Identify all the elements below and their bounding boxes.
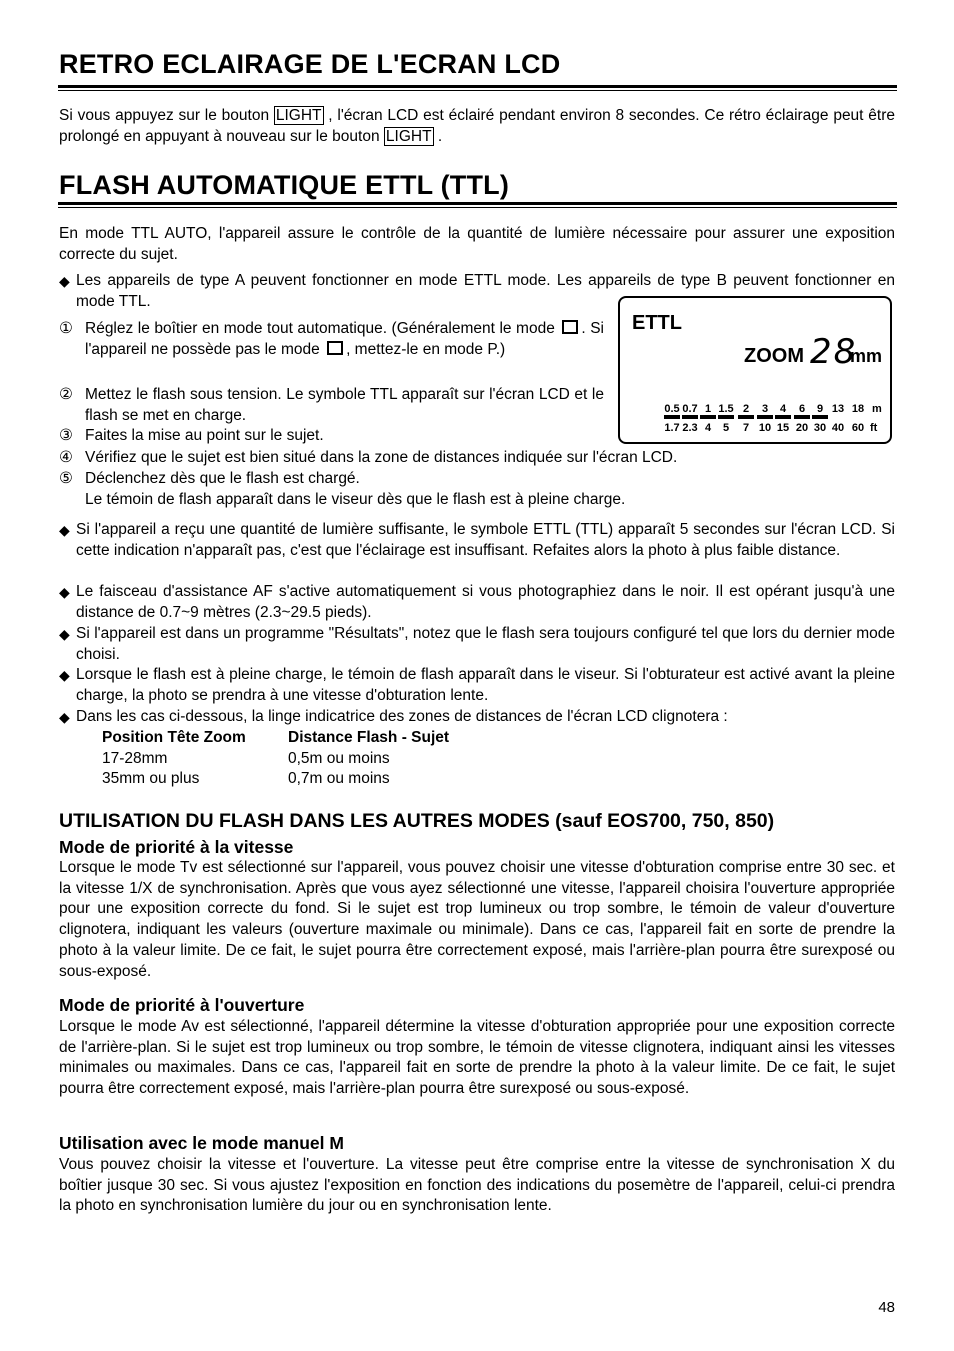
lcd-meters-unit: m xyxy=(872,403,882,415)
lcd-distance-bars xyxy=(664,415,828,419)
lcd-zoom-value: 28 xyxy=(810,332,858,372)
shutter-priority-text: Lorsque le mode Tv est sélectionné sur l'appareil, vous pouvez choisir une vitesse d'obturation comprise entre 30 sec. et la vitesse 1/X de synchronisation. Après que vous ayez sélectionné une vitesse, l'appareil choisira l'ouverture appropriée pour une exposition correcte du fond. Si le sujet est trop lumineux ou trop sombre, le témoin de valeur d'ouverture clignotera, indiquant les valeurs (ouverture maximale ou minimale). Dans ce cas, l'appareil fait en sorte de prendre la photo à la valeur limite. De ce fait, le sujet pourra être correctement exposé, mais l'arrière-plan pourra être surexposé ou sous-exposé. xyxy=(59,859,895,980)
lcd-feet-tick-label: 30 xyxy=(813,422,827,434)
step-3: ③ Faites la mise au point sur le sujet. xyxy=(59,427,324,444)
ettl-intro: En mode TTL AUTO, l'appareil assure le contrôle de la quantité de lumière nécessaire pour assurer une exposition correcte du sujet. xyxy=(59,225,895,263)
section-title-lcd-backlight: RETRO ECLAIRAGE DE L'ECRAN LCD xyxy=(59,49,561,79)
lcd-meter-tick-label: 0.5 xyxy=(664,403,680,415)
bullet-ettl-indication: ◆ Si l'appareil a reçu une quantité de lumière suffisante, le symbole ETTL (TTL) apparaît 5 secondes sur l'écran LCD. Si cette indication n'apparaît pas, c'est que l'éclairage est insuffisant. Refaites alors la photo à plus faible distance. xyxy=(59,521,895,559)
lcd-distance-bar-segment xyxy=(812,415,828,419)
lcd-feet-tick-label: 15 xyxy=(776,422,790,434)
lcd-feet-tick-label: 5 xyxy=(722,422,730,434)
lcd-feet-tick-label: 7 xyxy=(742,422,750,434)
subtitle-shutter-priority: Mode de priorité à la vitesse xyxy=(59,837,294,857)
lcd-meter-tick-label: 9 xyxy=(816,403,824,415)
light-button-label-2: LIGHT xyxy=(385,127,432,145)
step-4: ④ Vérifiez que le sujet est bien situé dans la zone de distances indiquée sur l'écran LCD. xyxy=(59,449,678,466)
lcd-feet-tick-label: 4 xyxy=(704,422,712,434)
manual-mode-text: Vous pouvez choisir la vitesse et l'ouverture. La vitesse peut être comprise entre la vitesse de synchronisation X du boîtier jusque 30 sec. Si vous ajustez l'exposition en fonction des indications du posemètre de l'appareil, celui-ci prendra la photo en synchronisation lumière du jour ou en synchronisation lente. xyxy=(59,1156,895,1215)
aperture-priority-text: Lorsque le mode Av est sélectionné, l'appareil détermine la vitesse d'obturation appropriée pour une exposition correcte de l'arrière-plan. Si le sujet est trop lumineux ou trop sombre, le témoin de vitesse clignotera, indiquant ainsi les vitesses minimales ou maximales. Dans ce cas, l'appareil fait en sorte de prendre la photo à la valeur limite. De ce fait, le sujet pourra être correctement exposé, mais l'arrière-plan pourra être surexposé ou sous-exposé. xyxy=(59,1018,895,1098)
bullet-full-charge: ◆ Lorsque le flash est à pleine charge, le témoin de flash apparaît dans le viseur. Si l'obturateur est activé avant la pleine charge, la photo se prendra à une vitesse d'obturation lente. xyxy=(59,666,895,704)
lcd-meters-scale xyxy=(664,403,864,415)
lcd-distance-bar-segment xyxy=(775,415,791,419)
lcd-meter-tick-label: 1 xyxy=(704,403,712,415)
lcd-distance-bar-segment xyxy=(682,415,698,419)
lcd-feet-tick-label: 40 xyxy=(831,422,845,434)
lcd-meter-tick-label: 4 xyxy=(779,403,787,415)
table-row: 35mm ou plus 0,7m ou moins xyxy=(102,770,390,788)
lcd-zoom-unit: mm xyxy=(850,346,883,366)
step-5: ⑤ Déclenchez dès que le flash est chargé. Le témoin de flash apparaît dans le viseur dès que le flash est à pleine charge. xyxy=(59,470,626,508)
step-1: ① Réglez le boîtier en mode tout automatique. (Généralement le mode . Si l'appareil ne possède pas le mode , mettez-le en mode P.) xyxy=(59,320,604,358)
lcd-distance-bar-segment xyxy=(794,415,810,419)
auto-mode-square-icon xyxy=(562,320,578,334)
subtitle-aperture-priority: Mode de priorité à l'ouverture xyxy=(59,995,305,1015)
lcd-meter-tick-label: 18 xyxy=(851,403,865,415)
lcd-feet-unit: ft xyxy=(870,422,878,434)
lcd-feet-tick-label: 2.3 xyxy=(682,422,698,434)
light-button-label: LIGHT xyxy=(275,107,322,124)
bullet-af-assist: ◆ Le faisceau d'assistance AF s'active automatiquement si vous photographiez dans le noir. Il est opérant jusqu'à une distance de 0.7~9 mètres (2.3~29.5 pieds). xyxy=(59,583,895,621)
lcd-meter-tick-label: 6 xyxy=(798,403,806,415)
lcd-illustration xyxy=(618,296,892,444)
lcd-meter-tick-label: 0.7 xyxy=(682,403,698,415)
lcd-mode-text: ETTL xyxy=(632,312,682,334)
lcd-meter-tick-label: 2 xyxy=(742,403,750,415)
title-rule xyxy=(58,85,897,91)
step-2: ② Mettez le flash sous tension. Le symbole TTL apparaît sur l'écran LCD et le flash se met en charge. xyxy=(59,386,604,424)
bullet-results-program: ◆ Si l'appareil est dans un programme "Résultats", notez que le flash sera toujours configuré tel que lors du dernier mode choisi. xyxy=(59,625,895,663)
page-number: 48 xyxy=(878,1299,895,1316)
table-row: 17-28mm 0,5m ou moins xyxy=(102,749,390,767)
diamond-bullet-icon: ◆ xyxy=(59,273,70,289)
lcd-meter-tick-label: 13 xyxy=(831,403,845,415)
section-title-ettl: FLASH AUTOMATIQUE ETTL (TTL) xyxy=(59,170,510,200)
lcd-feet-tick-label: 20 xyxy=(795,422,809,434)
bullet-camera-types: ◆ Les appareils de type A peuvent fonctionner en mode ETTL mode. Les appareils de type B peuvent fonctionner en mode TTL. xyxy=(59,272,895,310)
lcd-distance-bar-segment xyxy=(664,415,680,419)
auto-mode-square-icon xyxy=(327,341,343,355)
lcd-distance-bar-segment xyxy=(757,415,773,419)
title-rule xyxy=(58,202,897,208)
table-header: Position Tête Zoom Distance Flash - Sujet xyxy=(102,729,450,746)
lcd-distance-bar-segment xyxy=(738,415,754,419)
subtitle-manual-mode: Utilisation avec le mode manuel M xyxy=(59,1133,344,1153)
lcd-zoom-label: ZOOM xyxy=(744,345,804,367)
lcd-meter-tick-label: 3 xyxy=(761,403,769,415)
lcd-feet-tick-label: 1.7 xyxy=(664,422,680,434)
lcd-meter-tick-label: 1.5 xyxy=(718,403,734,415)
lcd-feet-tick-label: 60 xyxy=(851,422,865,434)
section-title-other-modes: UTILISATION DU FLASH DANS LES AUTRES MODES (sauf EOS700, 750, 850) xyxy=(59,810,775,832)
lcd-feet-tick-label: 10 xyxy=(758,422,772,434)
zoom-distance-table xyxy=(102,728,449,790)
lcd-distance-bar-segment xyxy=(700,415,716,419)
bullet-distance-blink: ◆ Dans les cas ci-dessous, la linge indicatrice des zones de distances de l'écran LCD clignotera : xyxy=(59,708,728,725)
lcd-feet-scale xyxy=(664,422,864,434)
backlight-paragraph: Si vous appuyez sur le bouton LIGHT , l'écran LCD est éclairé pendant environ 8 secondes. Ce rétro éclairage peut être prolongé en appuyant à nouveau sur le bouton LIGHT . xyxy=(59,107,895,145)
lcd-distance-bar-segment xyxy=(718,415,734,419)
